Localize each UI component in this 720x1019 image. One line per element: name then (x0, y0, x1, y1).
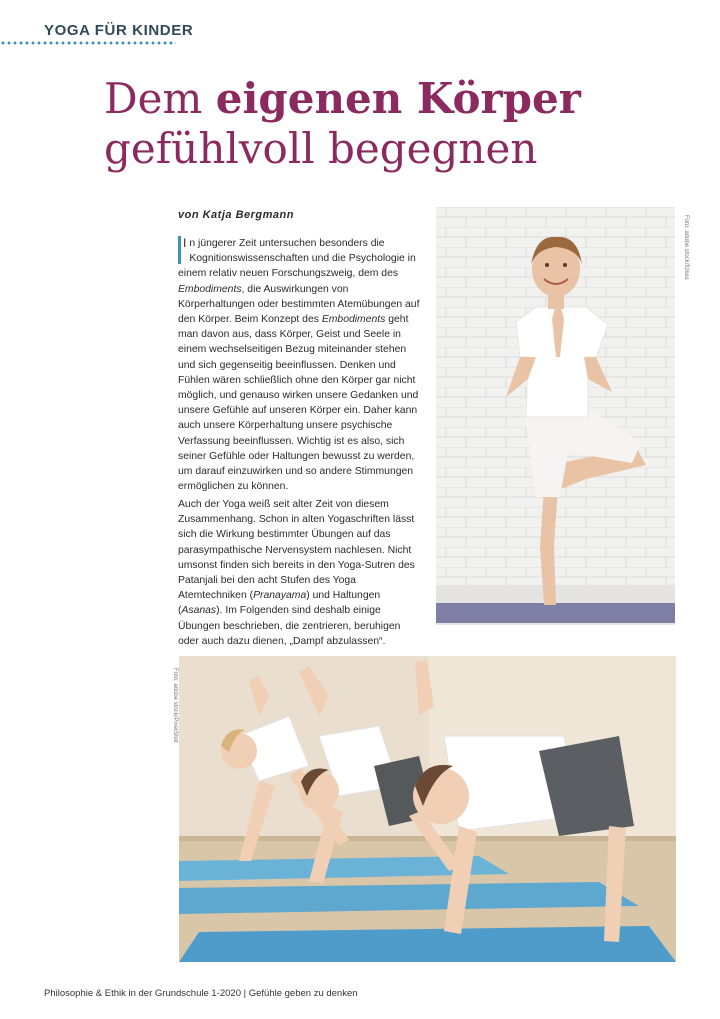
p2-emphasis-2: Asanas (181, 605, 217, 617)
children-triangle-pose-illustration (179, 656, 676, 962)
p1-emphasis-1: Embodiments (178, 283, 242, 295)
drop-initial: I (178, 236, 186, 264)
p1-text-c: geht man davon aus, dass Körper, Geist und Seele in einem wechselseitigen Bezug miteinander stehen und sich gegenseitig beeinflussen. Denken und Fühlen wären schließlich ohne den Körper gar nicht möglich, und genauso wirken unsere Gedanken und unsere Gefühle auf unseren Körper ein. Daher kann auch unsere Körperhaltung unsere psychische Verfassung beeinflussen. Wichtig ist es also, sich seiner Gefühle oder Haltungen bewusst zu werden, um darauf einzuwirken und so andere Stimmungen ermöglichen zu können. (178, 314, 419, 493)
byline: von Katja Bergmann (178, 209, 294, 221)
p1-text-b: , die Auswirkungen von Körperhaltungen oder bestimmten Atemübungen auf den Körper. Beim Konzept des (178, 283, 420, 326)
girl-tree-pose-illustration (436, 207, 675, 625)
title-part-2: gefühlvoll begegnen (104, 124, 538, 173)
photo-children-triangle-pose (179, 656, 676, 962)
section-label: YOGA FÜR KINDER (44, 22, 194, 39)
paragraph-2 (178, 497, 420, 649)
dotted-rule (0, 41, 176, 45)
p1-emphasis-2: Embodiments (321, 314, 386, 326)
photo-girl-tree-pose (436, 207, 675, 625)
p1-text-a: n jüngerer Zeit untersuchen besonders die Kognitionswissenschaften und die Psychologie in einem relativ neuen Forschungszweig, dem des (178, 238, 416, 280)
title-part-1: Dem (104, 74, 216, 123)
article-title (104, 74, 664, 174)
p2-text-c: ). Im Folgenden sind deshalb einige Übungen beschrieben, die zentrieren, beruhigen oder auch dazu dienen, „Dampf abzulassen“. (178, 605, 401, 647)
page-footer: Philosophie & Ethik in der Grundschule 1-2020 | Gefühle geben zu denken (44, 988, 358, 999)
photo-credit-2: Foto: adobe stock/PixelShot (172, 668, 178, 743)
p2-emphasis-1: Pranayama (253, 590, 307, 602)
title-bold: eigenen Körper (215, 74, 581, 123)
photo-credit-1: Foto: adobe stock/fizkes (683, 215, 689, 280)
p2-text-b: ) und Haltungen ( (178, 590, 381, 617)
p2-text-a: Auch der Yoga weiß seit alter Zeit von diesem Zusammenhang. Schon in alten Yogaschriften lässt sich die Wirkung bestimmter Übungen auf das parasympathische Nervensystem nachlesen. Nicht umsonst finden sich bereits in den Yoga-Sutren des Patanjali bei den acht Stufen des Yoga Atemtechniken ( (178, 499, 415, 602)
paragraph-1 (178, 236, 420, 494)
